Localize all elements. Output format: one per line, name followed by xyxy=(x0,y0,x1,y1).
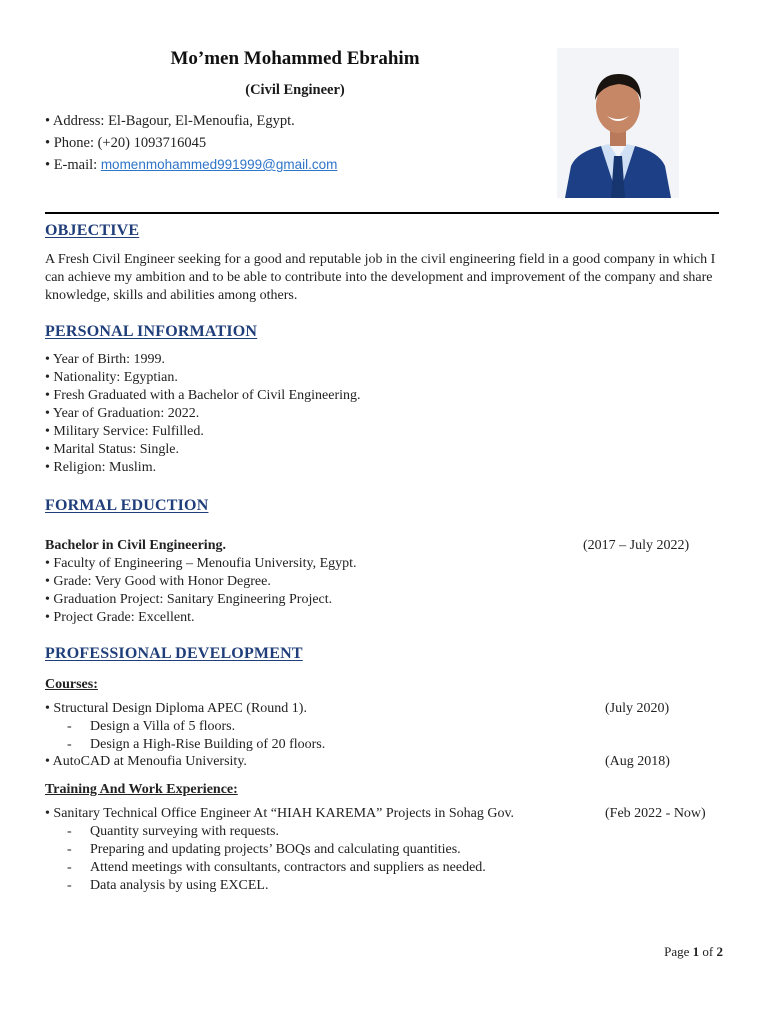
job-subitem: - Quantity surveying with requests. xyxy=(67,824,279,839)
professional-heading: PROFESSIONAL DEVELOPMENT xyxy=(45,645,303,662)
personal-item: • Year of Birth: 1999. xyxy=(45,352,166,367)
personal-item: • Marital Status: Single. xyxy=(45,442,180,457)
education-item: • Grade: Very Good with Honor Degree. xyxy=(45,574,271,589)
candidate-name: Mo’men Mohammed Ebrahim xyxy=(170,48,420,69)
phone-line: • Phone: (+20) 1093716045 xyxy=(45,135,207,151)
education-item: • Project Grade: Excellent. xyxy=(45,610,195,625)
degree-date: (2017 – July 2022) xyxy=(583,538,690,553)
education-item: • Graduation Project: Sanitary Engineering Project. xyxy=(45,592,333,607)
personal-item: • Military Service: Fulfilled. xyxy=(45,424,204,439)
candidate-title: (Civil Engineer) xyxy=(245,82,345,98)
dash-bullet: - xyxy=(67,878,72,893)
objective-heading: OBJECTIVE xyxy=(45,222,140,239)
address-line: • Address: El-Bagour, El-Menoufia, Egypt. xyxy=(45,113,295,129)
email-label: • E-mail: xyxy=(45,157,101,173)
dash-bullet: - xyxy=(67,842,72,857)
personal-item: • Religion: Muslim. xyxy=(45,460,157,475)
dash-bullet: - xyxy=(67,860,72,875)
course-item: • Structural Design Diploma APEC (Round 1). xyxy=(45,701,307,716)
dash-bullet: - xyxy=(67,824,72,839)
education-item: • Faculty of Engineering – Menoufia University, Egypt. xyxy=(45,556,357,571)
objective-text: A Fresh Civil Engineer seeking for a good and reputable job in the civil engineering field in a good company in which I can achieve my ambition and to be able to contribute into the development and improvement of the company and share knowledge, skills and abilities among others. xyxy=(45,252,716,303)
personal-info-heading: PERSONAL INFORMATION xyxy=(45,323,258,340)
training-label: Training And Work Experience: xyxy=(45,782,238,797)
course-subitem: - Design a High-Rise Building of 20 floors. xyxy=(67,737,326,752)
page-number: Page 1 of 2 xyxy=(664,944,723,959)
course-date: (Aug 2018) xyxy=(605,754,670,769)
job-subitem: - Data analysis by using EXCEL. xyxy=(67,878,269,893)
personal-item: • Year of Graduation: 2022. xyxy=(45,406,200,421)
education-heading: FORMAL EDUCTION xyxy=(45,497,209,514)
courses-label: Courses: xyxy=(45,677,98,692)
profile-photo xyxy=(557,48,679,198)
job-subitem: - Attend meetings with consultants, contractors and suppliers as needed. xyxy=(67,860,486,875)
dash-bullet: - xyxy=(67,737,72,752)
person-portrait-icon xyxy=(557,48,679,198)
personal-item: • Fresh Graduated with a Bachelor of Civil Engineering. xyxy=(45,388,361,403)
email-line xyxy=(45,157,337,174)
email-link[interactable]: momenmohammed991999@gmail.com xyxy=(100,157,338,172)
course-date: (July 2020) xyxy=(605,701,670,716)
header-divider xyxy=(45,212,719,214)
course-item: • AutoCAD at Menoufia University. xyxy=(45,754,247,769)
job-date: (Feb 2022 - Now) xyxy=(605,806,706,821)
job-subitem: - Preparing and updating projects’ BOQs and calculating quantities. xyxy=(67,842,461,857)
dash-bullet: - xyxy=(67,719,72,734)
personal-item: • Nationality: Egyptian. xyxy=(45,370,178,385)
degree-title: Bachelor in Civil Engineering. xyxy=(45,538,226,553)
job-item: • Sanitary Technical Office Engineer At “HIAH KAREMA” Projects in Sohag Gov. xyxy=(45,806,515,821)
course-subitem: - Design a Villa of 5 floors. xyxy=(67,719,236,734)
